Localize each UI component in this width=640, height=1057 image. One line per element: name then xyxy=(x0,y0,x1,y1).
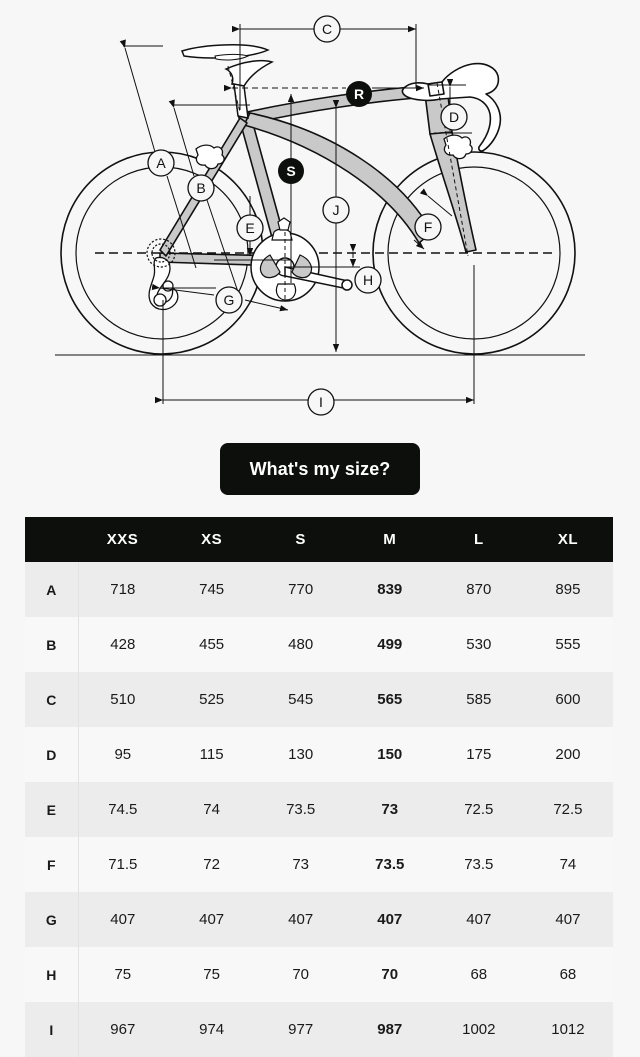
row-label: E xyxy=(25,782,78,837)
cell-value: 967 xyxy=(78,1002,167,1057)
cell-value: 974 xyxy=(167,1002,256,1057)
column-header-l: L xyxy=(434,517,523,562)
callout-F xyxy=(415,214,441,240)
table-row xyxy=(25,782,613,837)
callout-D xyxy=(441,104,467,130)
cell-value: 1012 xyxy=(523,1002,612,1057)
cell-value: 510 xyxy=(78,672,167,727)
cell-value: 407 xyxy=(256,892,345,947)
cell-value: 73.5 xyxy=(256,782,345,837)
cell-value: 870 xyxy=(434,562,523,617)
callout-F-label: F xyxy=(423,219,433,235)
cell-value-highlighted: 839 xyxy=(345,562,434,617)
cell-value: 71.5 xyxy=(78,837,167,892)
cell-value: 407 xyxy=(78,892,167,947)
cell-value: 73 xyxy=(256,837,345,892)
cell-value: 428 xyxy=(78,617,167,672)
table-row xyxy=(25,562,613,617)
callout-A xyxy=(148,150,174,176)
callout-J-label: J xyxy=(332,202,340,218)
table-row xyxy=(25,617,613,672)
cell-value: 407 xyxy=(523,892,612,947)
cell-value: 895 xyxy=(523,562,612,617)
cell-value: 74 xyxy=(523,837,612,892)
callout-G-label: G xyxy=(223,292,235,308)
cell-value-highlighted: 70 xyxy=(345,947,434,1002)
table-row xyxy=(25,727,613,782)
table-row xyxy=(25,947,613,1002)
table-row xyxy=(25,1002,613,1057)
callout-H-label: H xyxy=(362,272,374,288)
callout-B-label: B xyxy=(196,180,206,196)
cell-value: 555 xyxy=(523,617,612,672)
callout-S xyxy=(278,158,304,184)
column-header-s: S xyxy=(256,517,345,562)
cell-value: 525 xyxy=(167,672,256,727)
cell-value: 130 xyxy=(256,727,345,782)
cell-value-highlighted: 150 xyxy=(345,727,434,782)
cell-value: 72.5 xyxy=(523,782,612,837)
geometry-table xyxy=(25,517,613,1057)
callout-I xyxy=(308,389,334,415)
cell-value: 480 xyxy=(256,617,345,672)
callout-D-label: D xyxy=(448,109,460,125)
cell-value-highlighted: 499 xyxy=(345,617,434,672)
cell-value: 745 xyxy=(167,562,256,617)
cell-value: 407 xyxy=(434,892,523,947)
column-header-xl: XL xyxy=(523,517,612,562)
callout-S-label: S xyxy=(286,163,296,179)
cell-value: 73.5 xyxy=(434,837,523,892)
callout-C-label: C xyxy=(321,21,333,37)
table-row xyxy=(25,837,613,892)
cell-value-highlighted: 987 xyxy=(345,1002,434,1057)
cell-value: 72 xyxy=(167,837,256,892)
size-button-container xyxy=(0,443,640,495)
callout-R xyxy=(346,81,372,107)
row-label: B xyxy=(25,617,78,672)
cell-value: 600 xyxy=(523,672,612,727)
table-header-row xyxy=(25,517,613,562)
cell-value-highlighted: 73 xyxy=(345,782,434,837)
callout-E-label: E xyxy=(245,220,255,236)
cell-value: 74 xyxy=(167,782,256,837)
cell-value: 68 xyxy=(434,947,523,1002)
column-header-m: M xyxy=(345,517,434,562)
callout-B xyxy=(188,175,214,201)
cell-value: 1002 xyxy=(434,1002,523,1057)
cell-value: 72.5 xyxy=(434,782,523,837)
callout-R-label: R xyxy=(353,86,365,102)
cell-value: 115 xyxy=(167,727,256,782)
cell-value: 407 xyxy=(167,892,256,947)
cell-value-highlighted: 73.5 xyxy=(345,837,434,892)
cell-value: 200 xyxy=(523,727,612,782)
cell-value: 545 xyxy=(256,672,345,727)
cell-value: 95 xyxy=(78,727,167,782)
cell-value-highlighted: 407 xyxy=(345,892,434,947)
callout-G xyxy=(216,287,242,313)
table-row xyxy=(25,672,613,727)
cell-value: 175 xyxy=(434,727,523,782)
column-header-xxs: XXS xyxy=(78,517,167,562)
bike-geometry-svg xyxy=(0,0,640,430)
row-label: C xyxy=(25,672,78,727)
row-label: A xyxy=(25,562,78,617)
cell-value: 68 xyxy=(523,947,612,1002)
cell-value-highlighted: 565 xyxy=(345,672,434,727)
cell-value: 770 xyxy=(256,562,345,617)
callout-C xyxy=(314,16,340,42)
geometry-table-head xyxy=(25,517,613,562)
diagram-background xyxy=(0,0,640,430)
cell-value: 74.5 xyxy=(78,782,167,837)
cell-value: 977 xyxy=(256,1002,345,1057)
callout-E xyxy=(237,215,263,241)
row-label: H xyxy=(25,947,78,1002)
callout-I-label: I xyxy=(319,394,323,410)
table-row xyxy=(25,892,613,947)
row-label: F xyxy=(25,837,78,892)
cell-value: 530 xyxy=(434,617,523,672)
geometry-table-body xyxy=(25,562,613,1057)
cell-value: 455 xyxy=(167,617,256,672)
cell-value: 718 xyxy=(78,562,167,617)
row-label: G xyxy=(25,892,78,947)
geometry-table-container xyxy=(25,517,613,1057)
callout-J xyxy=(323,197,349,223)
cell-value: 70 xyxy=(256,947,345,1002)
cell-value: 75 xyxy=(78,947,167,1002)
whats-my-size-button[interactable]: What's my size? xyxy=(220,443,421,495)
row-label: D xyxy=(25,727,78,782)
callout-A-label: A xyxy=(156,155,166,171)
row-label: I xyxy=(25,1002,78,1057)
header-corner-cell xyxy=(25,517,78,562)
cell-value: 585 xyxy=(434,672,523,727)
callout-H xyxy=(355,267,381,293)
bike-geometry-diagram xyxy=(0,0,640,430)
cell-value: 75 xyxy=(167,947,256,1002)
column-header-xs: XS xyxy=(167,517,256,562)
